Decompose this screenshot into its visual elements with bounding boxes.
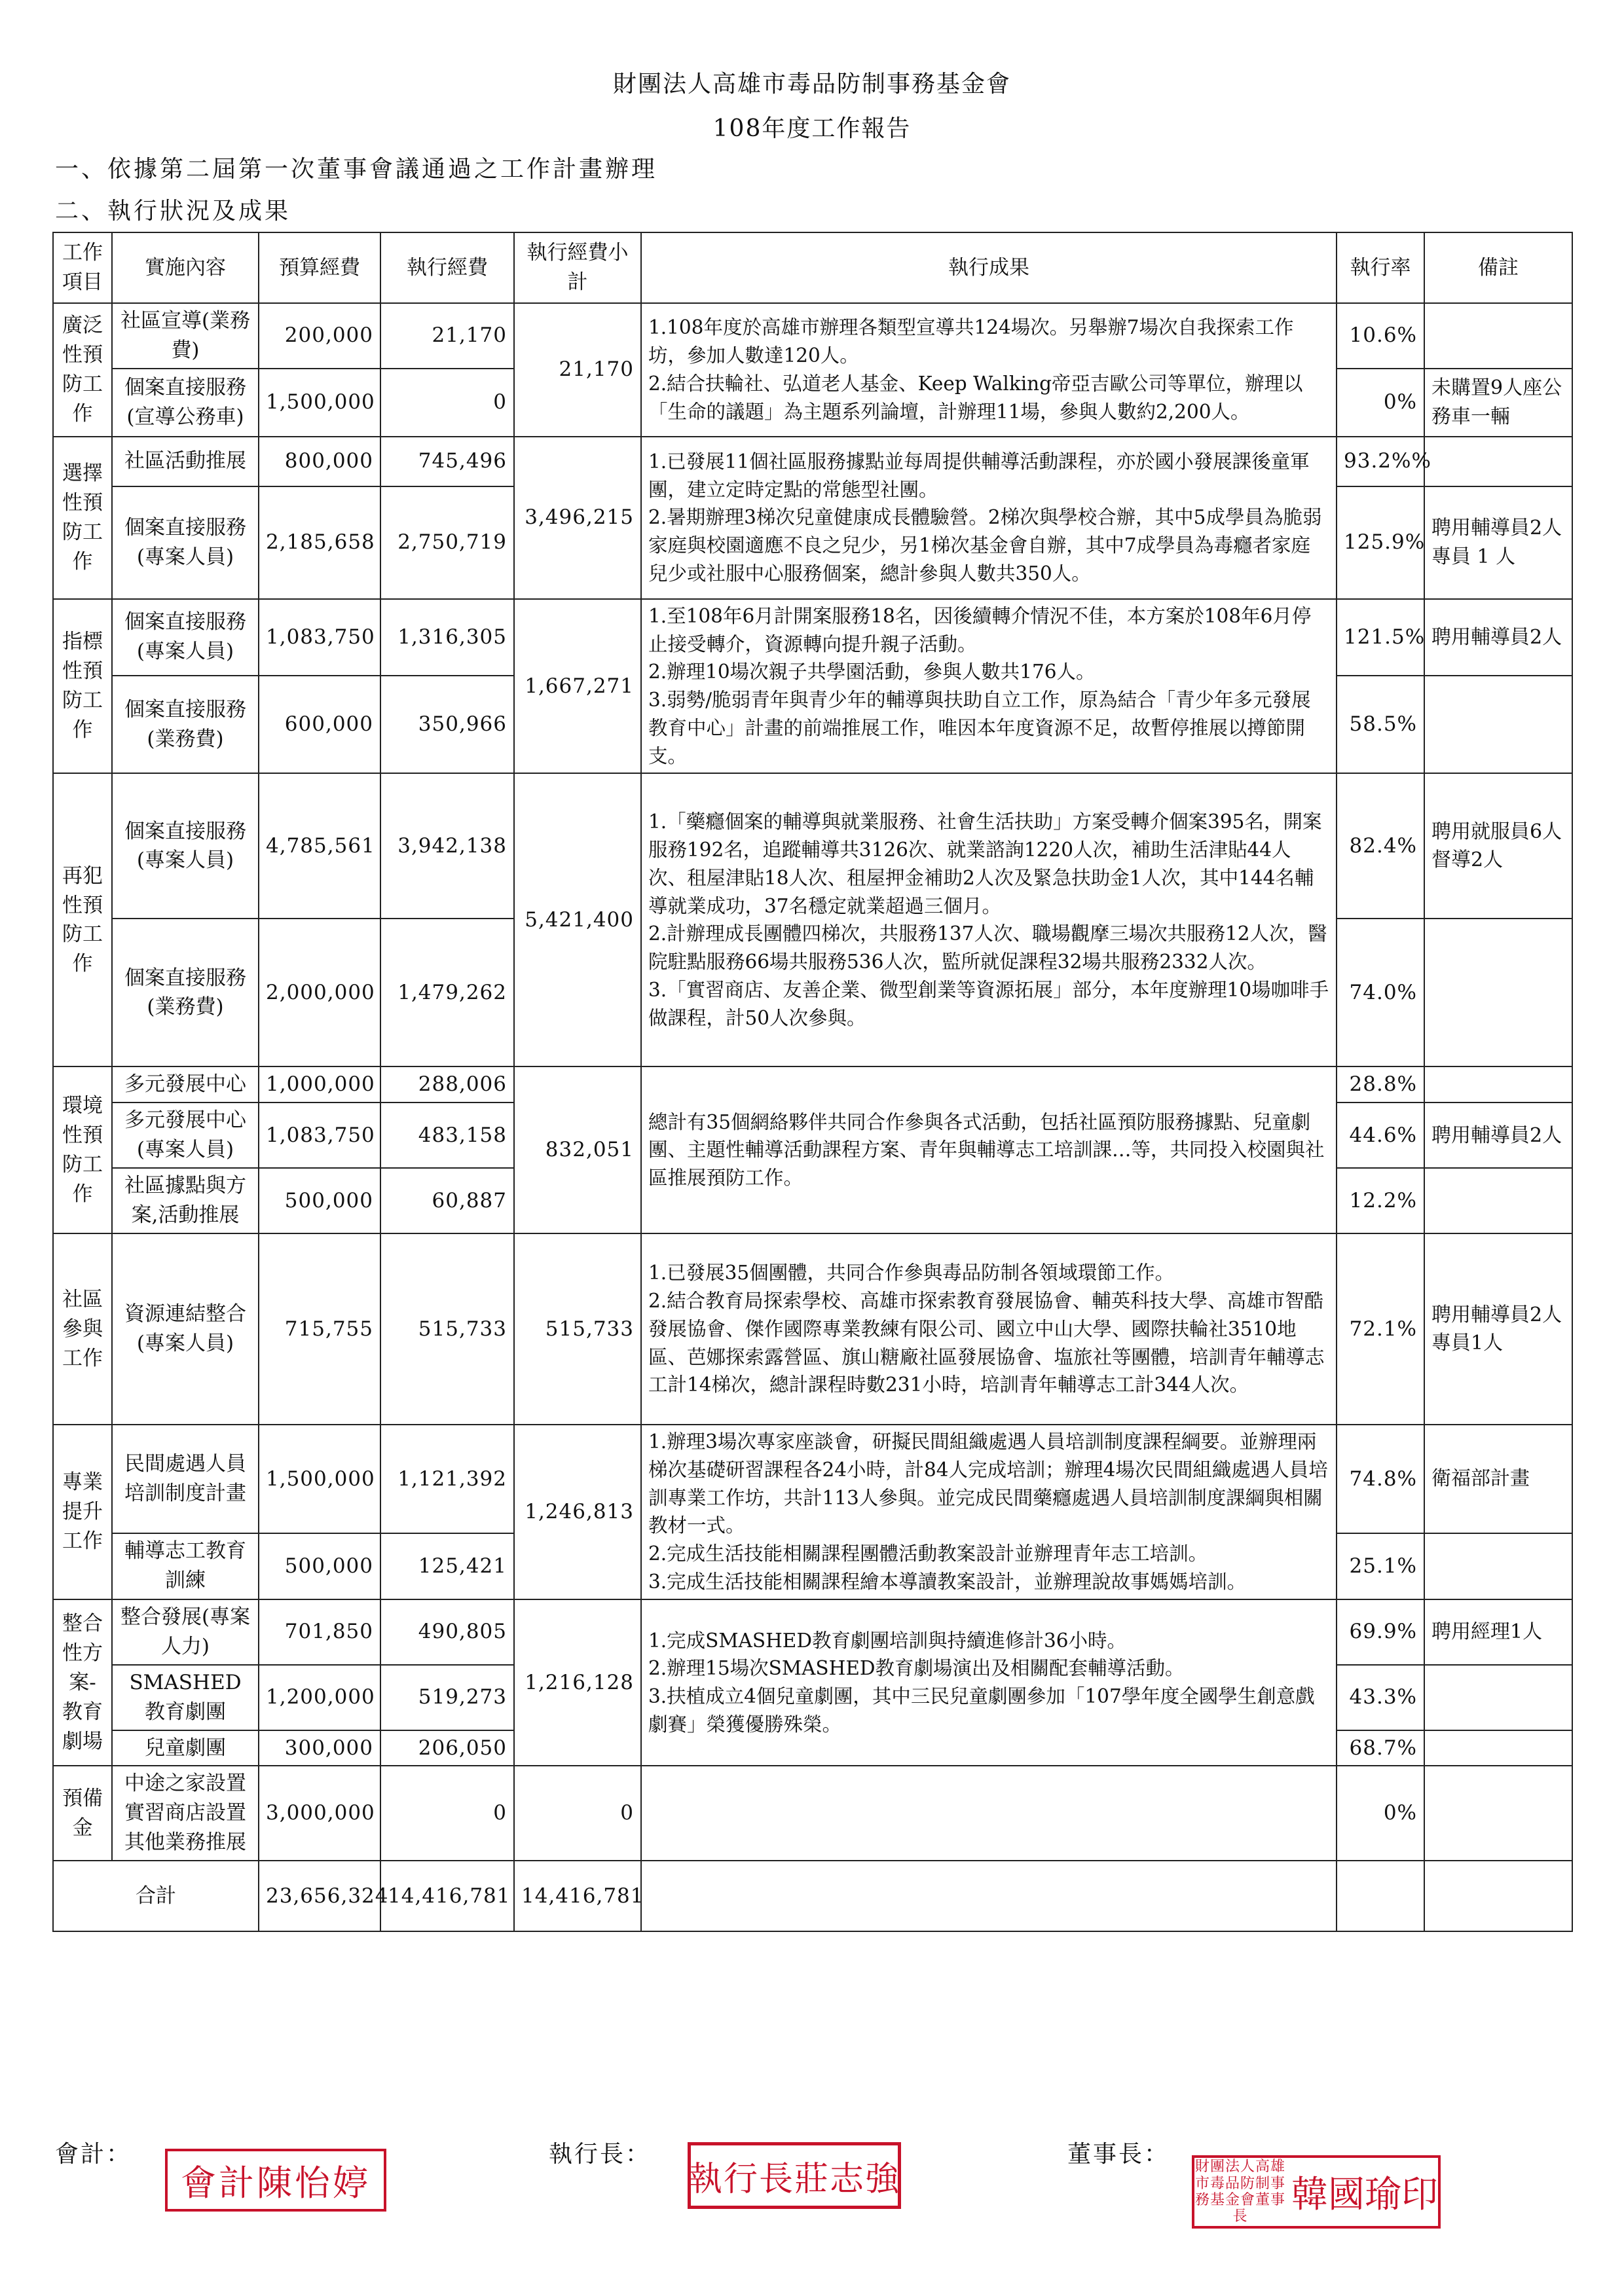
empty-cell bbox=[1424, 1861, 1572, 1931]
rate-cell: 28.8% bbox=[1337, 1066, 1424, 1102]
section-heading-1: 一、依據第二屆第一次董事會議通過之工作計畫辦理 bbox=[55, 156, 658, 183]
result-line: 1.完成SMASHED教育劇團培訓與持續進修計36小時。 bbox=[648, 1629, 1127, 1652]
category-cell: 專業提升工作 bbox=[53, 1425, 112, 1599]
spent-cell: 0 bbox=[380, 369, 514, 437]
note-cell: 衛福部計畫 bbox=[1424, 1425, 1572, 1533]
result-line: 2.完成生活技能相關課程團體活動教案設計並辦理青年志工培訓。 bbox=[648, 1542, 1208, 1565]
budget-cell: 4,785,561 bbox=[259, 773, 380, 919]
subtotal-cell: 3,496,215 bbox=[514, 437, 641, 599]
spent-cell: 2,750,719 bbox=[380, 486, 514, 599]
result-line: 2.結合扶輪社、弘道老人基金、Keep Walking帝亞吉歐公司等單位，辦理以「生命的議題」為主題系列論壇，計辦理11場，參與人數約2,200人。 bbox=[648, 372, 1303, 423]
budget-cell: 1,083,750 bbox=[259, 599, 380, 676]
result-line: 2.結合教育局探索學校、高雄市探索教育發展協會、輔英科技大學、高雄市智酷發展協會、傑作國際專業教練有限公司、國立中山大學、國際扶輪社3510地區、芭娜探索露營區、旗山糖廠社區發展協會、塩旅社等團體，培訓青年輔導志工計14梯次，總計課程時數231小時，培訓青年輔導志工計344人次。 bbox=[648, 1290, 1325, 1396]
work-report-table bbox=[52, 232, 1573, 1932]
item-cell: 社區據點與方案,活動推展 bbox=[112, 1168, 259, 1233]
spent-cell: 515,733 bbox=[380, 1233, 514, 1425]
item-cell: 社區宣導(業務費) bbox=[112, 303, 259, 369]
item-cell: 個案直接服務(專案人員) bbox=[112, 773, 259, 919]
spent-cell: 21,170 bbox=[380, 303, 514, 369]
table-row bbox=[53, 599, 1572, 676]
spent-cell: 288,006 bbox=[380, 1066, 514, 1102]
org-title: 財團法人高雄市毒品防制事務基金會 bbox=[612, 71, 1011, 98]
result-cell bbox=[641, 1233, 1337, 1425]
note-cell: 聘用輔導員2人 bbox=[1424, 1102, 1572, 1168]
rate-cell: 121.5% bbox=[1337, 599, 1424, 676]
subtotal-cell: 832,051 bbox=[514, 1066, 641, 1233]
result-line: 3.扶植成立4個兒童劇團，其中三民兒童劇團參加「107學年度全國學生創意戲劇賽」榮獲優勝殊榮。 bbox=[648, 1685, 1315, 1736]
rate-cell: 43.3% bbox=[1337, 1665, 1424, 1730]
budget-cell: 715,755 bbox=[259, 1233, 380, 1425]
rate-cell: 0% bbox=[1337, 1766, 1424, 1861]
spent-cell: 125,421 bbox=[380, 1533, 514, 1599]
rate-cell: 12.2% bbox=[1337, 1168, 1424, 1233]
item-cell: 多元發展中心 bbox=[112, 1066, 259, 1102]
empty-cell bbox=[1337, 1861, 1424, 1931]
note-cell bbox=[1424, 1168, 1572, 1233]
col-header: 預算經費 bbox=[259, 232, 380, 303]
col-header: 工作項目 bbox=[53, 232, 112, 303]
spent-cell: 483,158 bbox=[380, 1102, 514, 1168]
result-line: 1.108年度於高雄市辦理各類型宣導共124場次。另舉辦7場次自我探索工作坊，參加人數達120人。 bbox=[648, 316, 1294, 367]
rate-cell: 68.7% bbox=[1337, 1730, 1424, 1766]
budget-cell: 600,000 bbox=[259, 676, 380, 774]
ceo-label: 執行長： bbox=[549, 2141, 652, 2168]
budget-cell: 3,000,000 bbox=[259, 1766, 380, 1861]
note-cell bbox=[1424, 676, 1572, 774]
rate-cell: 44.6% bbox=[1337, 1102, 1424, 1168]
total-spent: 14,416,781 bbox=[380, 1861, 514, 1931]
rate-cell: 72.1% bbox=[1337, 1233, 1424, 1425]
note-cell: 聘用輔導員2人專員 1 人 bbox=[1424, 486, 1572, 599]
budget-cell: 1,000,000 bbox=[259, 1066, 380, 1102]
result-line: 2.辦理15場次SMASHED教育劇場演出及相關配套輔導活動。 bbox=[648, 1657, 1185, 1680]
result-cell bbox=[641, 1066, 1337, 1233]
rate-cell: 82.4% bbox=[1337, 773, 1424, 919]
item-cell: 資源連結整合(專案人員) bbox=[112, 1233, 259, 1425]
category-cell: 社區參與工作 bbox=[53, 1233, 112, 1425]
item-cell: 整合發展(專案人力) bbox=[112, 1599, 259, 1665]
col-header: 備註 bbox=[1424, 232, 1572, 303]
result-line: 1.「藥癮個案的輔導與就業服務、社會生活扶助」方案受轉介個案395名，開案服務192名，追蹤輔導共3126次、就業諮詢1220人次，補助生活津貼44人次、租屋津貼18人次、租屋押金補助2人次及緊急扶助金1人次，其中144名輔導就業成功，37名穩定就業超過三個月。 bbox=[648, 811, 1322, 917]
spent-cell: 1,479,262 bbox=[380, 919, 514, 1066]
category-cell: 整合性方案-教育劇場 bbox=[53, 1599, 112, 1766]
subtotal-cell: 0 bbox=[514, 1766, 641, 1861]
result-cell bbox=[641, 303, 1337, 437]
col-header: 執行經費小計 bbox=[514, 232, 641, 303]
item-cell: 個案直接服務(業務費) bbox=[112, 919, 259, 1066]
chair-stamp-name: 韓國瑜印 bbox=[1291, 2174, 1438, 2216]
result-line: 2.計辦理成長團體四梯次，共服務137人次、職場觀摩三場次共服務12人次，醫院駐點服務66場共服務536人次，監所就促課程32場共服務2332人次。 bbox=[648, 922, 1327, 974]
note-cell bbox=[1424, 1066, 1572, 1102]
result-line: 3.弱勢/脆弱青年與青少年的輔導與扶助自立工作，原為結合「青少年多元發展教育中心」計畫的前端推展工作，唯因本年度資源不足，故暫停推展以撙節開支。 bbox=[648, 689, 1311, 767]
budget-cell: 200,000 bbox=[259, 303, 380, 369]
result-line: 1.已發展35個團體，共同合作參與毒品防制各領域環節工作。 bbox=[648, 1262, 1175, 1285]
result-line: 3.「實習商店、友善企業、微型創業等資源拓展」部分，本年度辦理10場咖啡手做課程，計50人次參與。 bbox=[648, 979, 1329, 1029]
category-cell: 指標性預防工作 bbox=[53, 599, 112, 774]
budget-cell: 2,185,658 bbox=[259, 486, 380, 599]
rate-cell: 74.8% bbox=[1337, 1425, 1424, 1533]
subtotal-cell: 1,246,813 bbox=[514, 1425, 641, 1599]
note-cell bbox=[1424, 1533, 1572, 1599]
budget-cell: 500,000 bbox=[259, 1168, 380, 1233]
note-cell bbox=[1424, 919, 1572, 1066]
subtotal-cell: 515,733 bbox=[514, 1233, 641, 1425]
accountant-label: 會計： bbox=[55, 2141, 132, 2168]
table-row bbox=[53, 1766, 1572, 1861]
item-cell: 個案直接服務(業務費) bbox=[112, 676, 259, 774]
note-cell bbox=[1424, 437, 1572, 486]
subtotal-cell: 21,170 bbox=[514, 303, 641, 437]
rate-cell: 125.9% bbox=[1337, 486, 1424, 599]
spent-cell: 1,316,305 bbox=[380, 599, 514, 676]
spent-cell: 1,121,392 bbox=[380, 1425, 514, 1533]
result-cell bbox=[641, 1425, 1337, 1599]
item-cell: 個案直接服務(專案人員) bbox=[112, 486, 259, 599]
rate-cell: 69.9% bbox=[1337, 1599, 1424, 1665]
spent-cell: 519,273 bbox=[380, 1665, 514, 1730]
result-cell bbox=[641, 1766, 1337, 1861]
budget-cell: 1,083,750 bbox=[259, 1102, 380, 1168]
spent-cell: 490,805 bbox=[380, 1599, 514, 1665]
total-subtotal: 14,416,781 bbox=[514, 1861, 641, 1931]
budget-cell: 1,200,000 bbox=[259, 1665, 380, 1730]
spent-cell: 60,887 bbox=[380, 1168, 514, 1233]
note-cell bbox=[1424, 1730, 1572, 1766]
item-cell: 中途之家設置實習商店設置其他業務推展 bbox=[112, 1766, 259, 1861]
result-line: 2.辦理10場次親子共學園活動，參與人數共176人。 bbox=[648, 661, 1096, 683]
subtotal-cell: 1,667,271 bbox=[514, 599, 641, 774]
chair-label: 董事長： bbox=[1067, 2141, 1170, 2168]
spent-cell: 3,942,138 bbox=[380, 773, 514, 919]
table-row bbox=[53, 1066, 1572, 1102]
category-cell: 廣泛性預防工作 bbox=[53, 303, 112, 437]
budget-cell: 1,500,000 bbox=[259, 369, 380, 437]
item-cell: 社區活動推展 bbox=[112, 437, 259, 486]
category-cell: 預備金 bbox=[53, 1766, 112, 1861]
result-line: 1.已發展11個社區服務據點並每周提供輔導活動課程，亦於國小發展課後童軍團，建立定時定點的常態型社團。 bbox=[648, 450, 1310, 501]
rate-cell: 93.2%% bbox=[1337, 437, 1424, 486]
note-cell: 聘用就服員6人督導2人 bbox=[1424, 773, 1572, 919]
table-row bbox=[53, 1599, 1572, 1665]
subtotal-cell: 1,216,128 bbox=[514, 1599, 641, 1766]
rate-cell: 25.1% bbox=[1337, 1533, 1424, 1599]
note-cell bbox=[1424, 1665, 1572, 1730]
table-row bbox=[53, 773, 1572, 919]
chair-stamp bbox=[1192, 2155, 1441, 2229]
rate-cell: 10.6% bbox=[1337, 303, 1424, 369]
result-line: 1.至108年6月計開案服務18名，因後續轉介情況不佳，本方案於108年6月停止接受轉介，資源轉向提升親子活動。 bbox=[648, 604, 1312, 655]
spent-cell: 0 bbox=[380, 1766, 514, 1861]
rate-cell: 0% bbox=[1337, 369, 1424, 437]
rate-cell: 58.5% bbox=[1337, 676, 1424, 774]
section-heading-2: 二、執行狀況及成果 bbox=[55, 198, 291, 225]
note-cell: 聘用輔導員2人專員1人 bbox=[1424, 1233, 1572, 1425]
table-row bbox=[53, 303, 1572, 369]
item-cell: 民間處遇人員培訓制度計畫 bbox=[112, 1425, 259, 1533]
budget-cell: 500,000 bbox=[259, 1533, 380, 1599]
spent-cell: 206,050 bbox=[380, 1730, 514, 1766]
note-cell bbox=[1424, 303, 1572, 369]
category-cell: 再犯性預防工作 bbox=[53, 773, 112, 1066]
note-cell bbox=[1424, 1766, 1572, 1861]
item-cell: 個案直接服務(專案人員) bbox=[112, 599, 259, 676]
table-row bbox=[53, 437, 1572, 486]
accountant-stamp: 會計陳怡婷 bbox=[165, 2149, 386, 2212]
budget-cell: 1,500,000 bbox=[259, 1425, 380, 1533]
note-cell: 未購置9人座公務車一輛 bbox=[1424, 369, 1572, 437]
table-row bbox=[53, 1233, 1572, 1425]
budget-cell: 2,000,000 bbox=[259, 919, 380, 1066]
rate-cell: 74.0% bbox=[1337, 919, 1424, 1066]
spent-cell: 350,966 bbox=[380, 676, 514, 774]
table-row bbox=[53, 1425, 1572, 1533]
note-cell: 聘用經理1人 bbox=[1424, 1599, 1572, 1665]
item-cell: 多元發展中心(專案人員) bbox=[112, 1102, 259, 1168]
result-line: 總計有35個網絡夥伴共同合作參與各式活動，包括社區預防服務據點、兒童劇團、主題性輔導活動課程方案、青年與輔導志工培訓課…等，共同投入校園與社區推展預防工作。 bbox=[648, 1110, 1325, 1190]
result-cell bbox=[641, 1599, 1337, 1766]
chair-stamp-org: 財團法人高雄市毒品防制事務基金會董事長 bbox=[1194, 2159, 1285, 2225]
subtotal-cell: 5,421,400 bbox=[514, 773, 641, 1066]
category-cell: 環境性預防工作 bbox=[53, 1066, 112, 1233]
note-cell: 聘用輔導員2人 bbox=[1424, 599, 1572, 676]
result-cell bbox=[641, 599, 1337, 774]
col-header: 執行率 bbox=[1337, 232, 1424, 303]
item-cell: 輔導志工教育訓練 bbox=[112, 1533, 259, 1599]
ceo-stamp: 執行長莊志強 bbox=[688, 2142, 901, 2209]
result-line: 2.暑期辦理3梯次兒童健康成長體驗營。2梯次與學校合辦，其中5成學員為脆弱家庭與校園適應不良之兒少，另1梯次基金會自辦，其中7成學員為毒癮者家庭兒少或社服中心服務個案，總計參與人數共350人。 bbox=[648, 506, 1322, 585]
empty-cell bbox=[641, 1861, 1337, 1931]
item-cell: SMASHED教育劇團 bbox=[112, 1665, 259, 1730]
item-cell: 個案直接服務(宣導公務車) bbox=[112, 369, 259, 437]
result-line: 3.完成生活技能相關課程繪本導讀教案設計，並辦理說故事媽媽培訓。 bbox=[648, 1570, 1247, 1593]
table-body bbox=[53, 303, 1572, 1861]
total-row bbox=[53, 1861, 1572, 1931]
report-title: 108年度工作報告 bbox=[712, 115, 912, 142]
result-cell bbox=[641, 773, 1337, 1066]
total-label: 合計 bbox=[53, 1861, 259, 1931]
budget-cell: 800,000 bbox=[259, 437, 380, 486]
result-line: 1.辦理3場次專家座談會，研擬民間組織處遇人員培訓制度課程綱要。並辦理兩梯次基礎研習課程各24小時，計84人完成培訓；辦理4場次民間組織處遇人員培訓專業工作坊，共計113人參與。並完成民間藥癮處遇人員培訓制度課綱與相關教材一式。 bbox=[648, 1430, 1328, 1537]
col-header: 執行經費 bbox=[380, 232, 514, 303]
result-cell bbox=[641, 437, 1337, 599]
spent-cell: 745,496 bbox=[380, 437, 514, 486]
budget-cell: 701,850 bbox=[259, 1599, 380, 1665]
category-cell: 選擇性預防工作 bbox=[53, 437, 112, 599]
col-header: 執行成果 bbox=[641, 232, 1337, 303]
total-budget: 23,656,324 bbox=[259, 1861, 380, 1931]
table-header-row bbox=[53, 232, 1572, 303]
budget-cell: 300,000 bbox=[259, 1730, 380, 1766]
item-cell: 兒童劇團 bbox=[112, 1730, 259, 1766]
col-header: 實施內容 bbox=[112, 232, 259, 303]
